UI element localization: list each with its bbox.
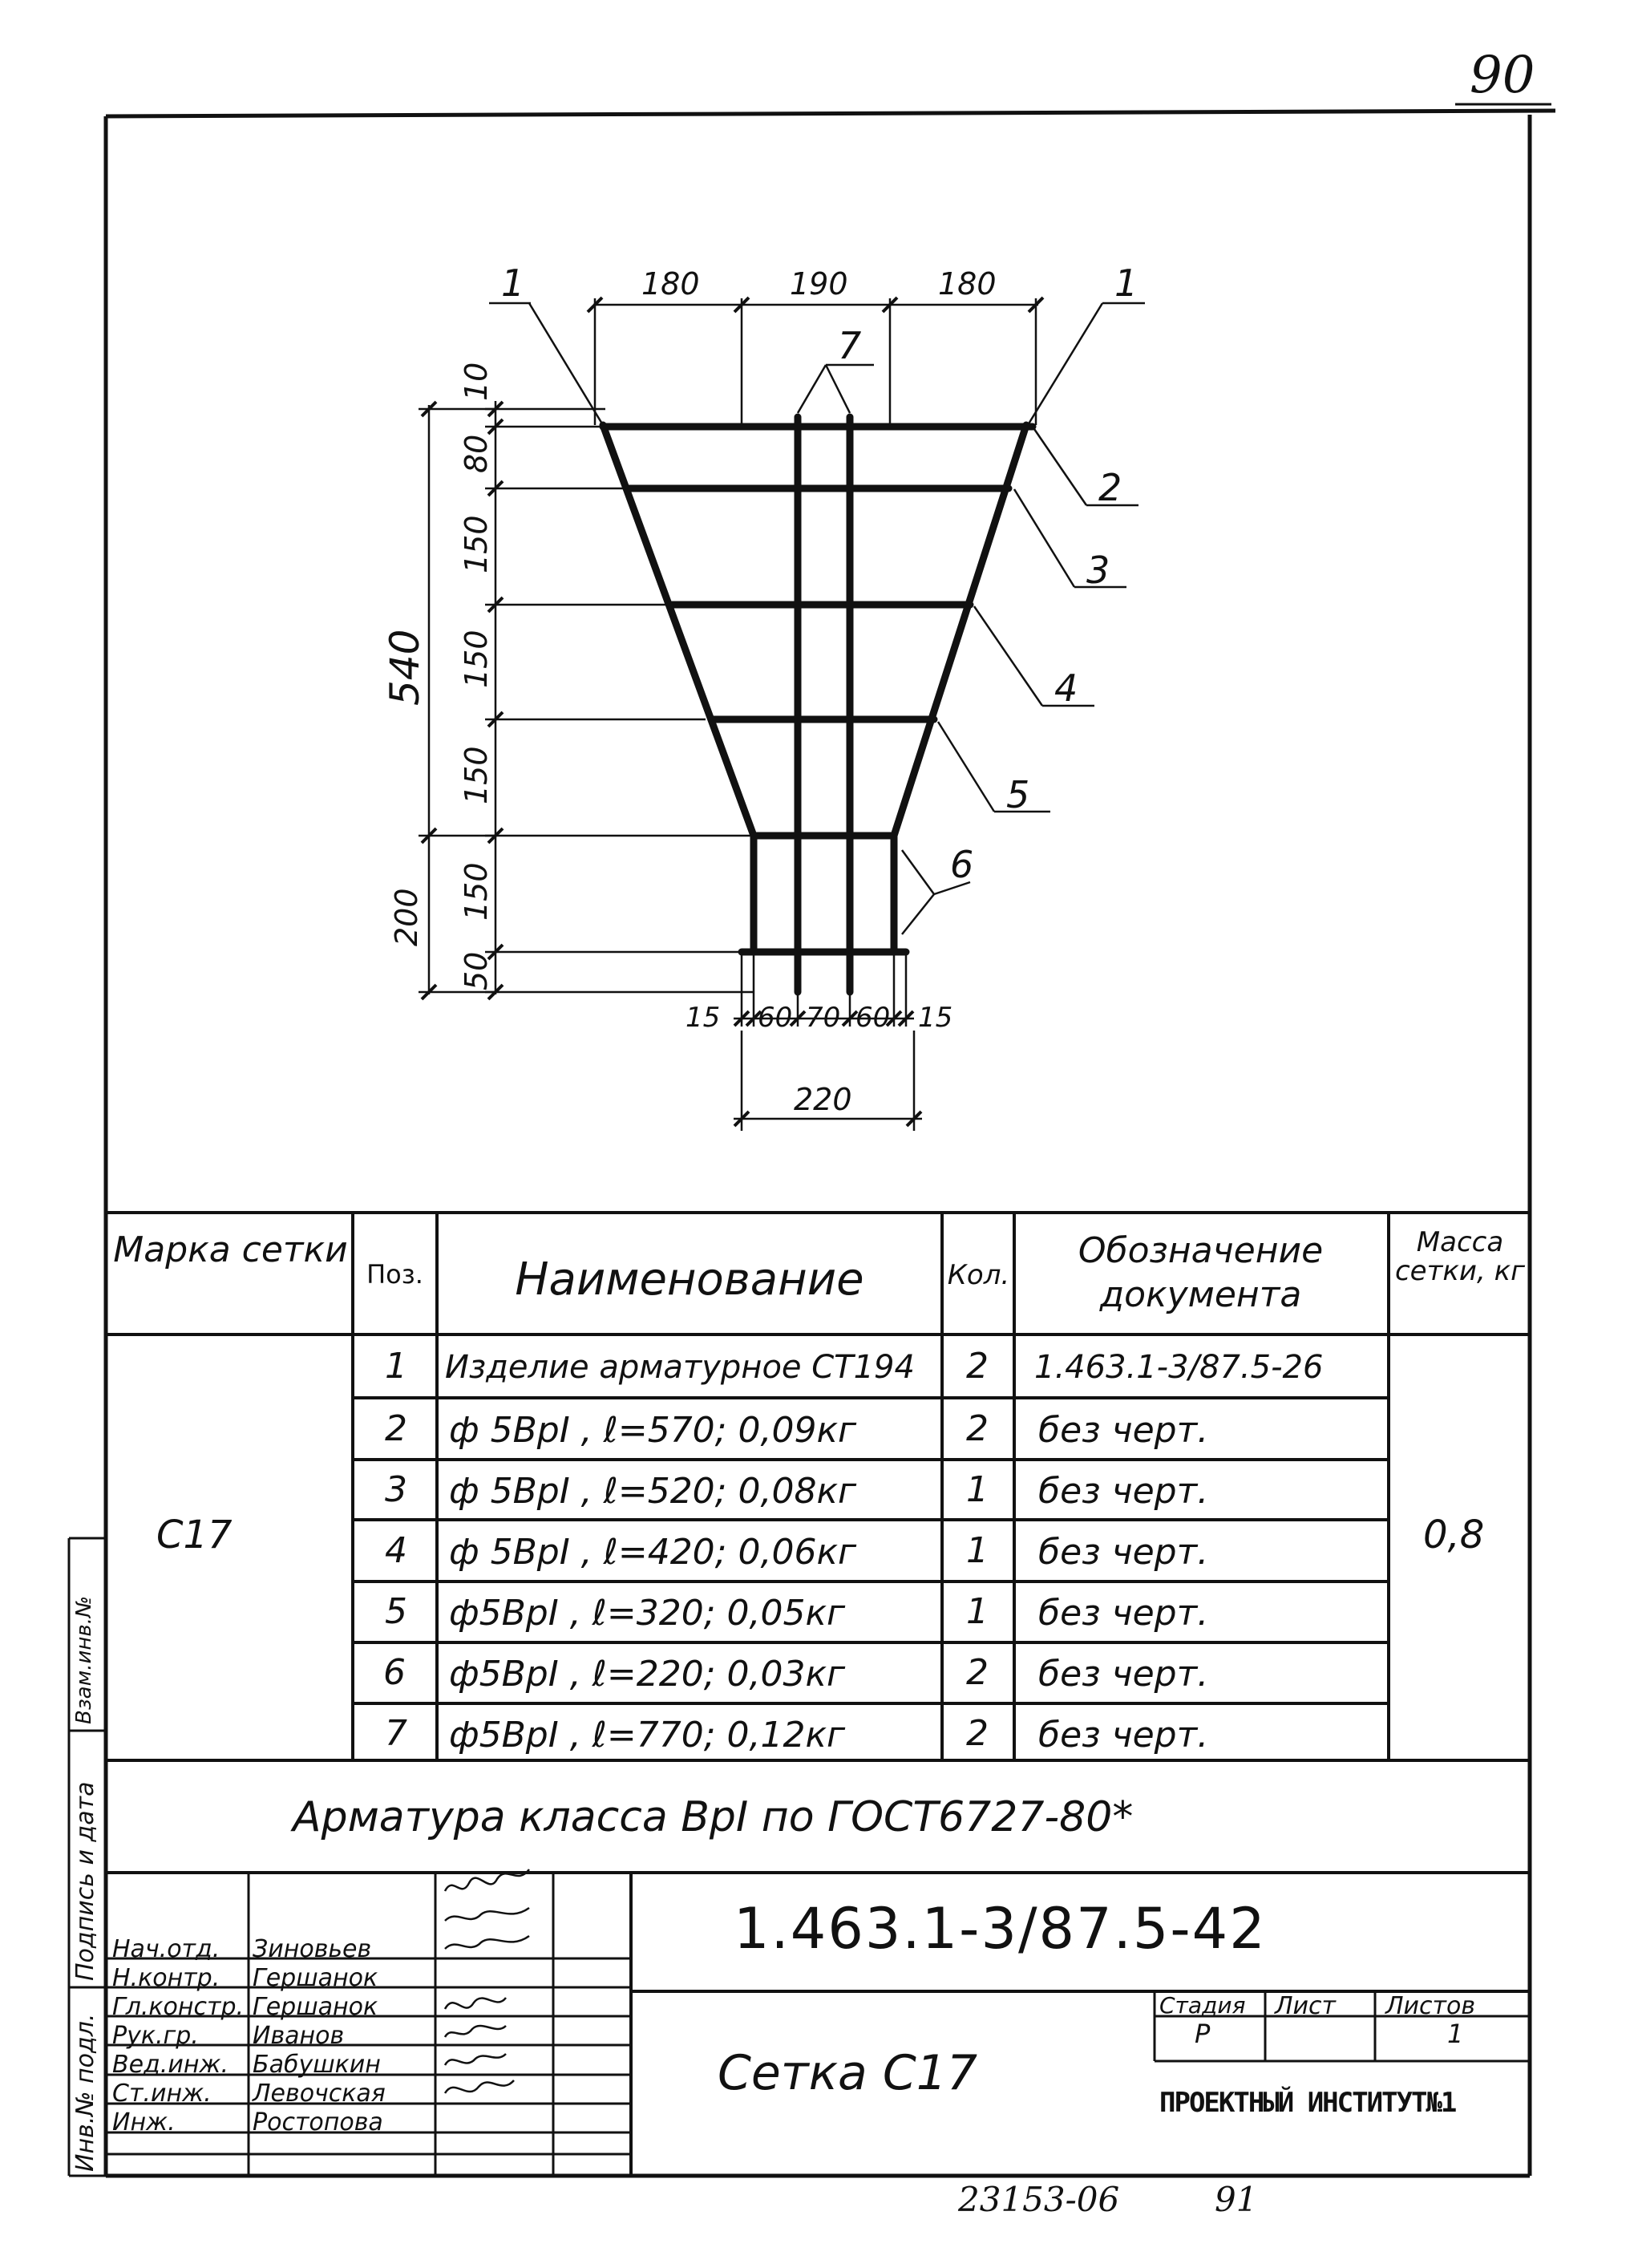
sheets-label: Листов <box>1385 1992 1476 2020</box>
row-doc: без черт. <box>1038 1593 1209 1634</box>
row-name: Изделие арматурное СТ194 <box>445 1349 915 1386</box>
person-3: Иванов <box>253 2022 345 2050</box>
dim-bottom-70: 70 <box>806 1002 841 1034</box>
header-doc: Обозначение документа <box>1078 1230 1324 1315</box>
reinforcement-note: Арматура класса BpI по ГОСТ6727-80* <box>293 1793 1134 1841</box>
person-2: Гершанок <box>253 1993 378 2021</box>
row-doc: без черт. <box>1038 1410 1209 1451</box>
row-name: ф5BpI , ℓ=770; 0,12кг <box>449 1715 846 1756</box>
role-5: Ст.инж. <box>112 2080 212 2108</box>
role-6: Инж. <box>112 2108 176 2136</box>
dim-top-3: 180 <box>938 266 997 302</box>
row-doc: 1.463.1-3/87.5-26 <box>1034 1349 1324 1386</box>
dim-overall-200: 200 <box>389 888 424 946</box>
stage-label: Стадия <box>1159 1992 1246 2019</box>
row-qty: 2 <box>966 1652 989 1693</box>
person-6: Ростопова <box>253 2108 383 2136</box>
header-name: Наименование <box>515 1253 864 1306</box>
dim-top-1: 180 <box>641 266 700 302</box>
header-pos: Поз. <box>366 1259 423 1290</box>
callout-2: 2 <box>1098 466 1122 509</box>
dim-left-150b: 150 <box>459 630 494 688</box>
header-mass: Масса сетки, кг <box>1394 1226 1526 1287</box>
page-number: 90 <box>1470 46 1535 105</box>
stamp-inv: Инв.№ подл. <box>71 2013 99 2172</box>
drawing-code: 1.463.1-3/87.5-42 <box>734 1896 1267 1962</box>
callout-5: 5 <box>1006 773 1030 816</box>
stage-value: Р <box>1195 2019 1211 2049</box>
row-name: ф5BpI , ℓ=320; 0,05кг <box>449 1593 846 1634</box>
row-pos: 6 <box>383 1652 406 1693</box>
person-4: Бабушкин <box>253 2051 381 2079</box>
callout-3: 3 <box>1086 549 1110 592</box>
row-pos: 5 <box>385 1591 407 1632</box>
row-doc: без черт. <box>1038 1532 1209 1573</box>
dim-left-150d: 150 <box>459 862 494 921</box>
dim-left-10: 10 <box>459 362 494 401</box>
row-name: ф5BpI , ℓ=220; 0,03кг <box>449 1654 846 1695</box>
row-doc: без черт. <box>1038 1715 1209 1756</box>
dim-left-150a: 150 <box>459 515 494 573</box>
row-name: ф 5BpI , ℓ=520; 0,08кг <box>449 1471 857 1512</box>
footer-number: 23153-06 <box>958 2180 1120 2219</box>
row-pos: 3 <box>385 1469 407 1510</box>
dim-bottom-60a: 60 <box>758 1002 793 1034</box>
sheets-value: 1 <box>1447 2019 1464 2049</box>
row-qty: 1 <box>966 1591 989 1632</box>
sheet-label: Лист <box>1275 1992 1337 2020</box>
callout-1-right: 1 <box>1114 261 1138 305</box>
callout-1-left: 1 <box>501 261 525 305</box>
footer-page: 91 <box>1215 2180 1258 2219</box>
row-qty: 1 <box>966 1530 989 1571</box>
dim-bottom-total: 220 <box>794 1082 852 1117</box>
stamp-replace: Взам.инв.№ <box>72 1596 96 1724</box>
dim-top-2: 190 <box>790 266 848 302</box>
row-name: ф 5BpI , ℓ=570; 0,09кг <box>449 1410 857 1451</box>
role-2: Гл.констр. <box>112 1993 245 2021</box>
role-3: Рук.гр. <box>112 2022 199 2050</box>
row-doc: без черт. <box>1038 1471 1209 1512</box>
row-pos: 4 <box>385 1530 407 1571</box>
role-0: Нач.отд. <box>112 1935 220 1963</box>
dim-left-50: 50 <box>459 951 494 990</box>
header-qty: Кол. <box>947 1259 1010 1291</box>
row-qty: 2 <box>966 1408 989 1449</box>
callout-4: 4 <box>1054 666 1078 710</box>
callout-6: 6 <box>950 843 974 886</box>
dim-bottom-15b: 15 <box>918 1002 953 1034</box>
dim-bottom-15a: 15 <box>686 1002 721 1034</box>
stamp-sign: Подпись и дата <box>71 1781 99 1981</box>
row-pos: 2 <box>385 1408 407 1449</box>
row-qty: 1 <box>966 1469 989 1510</box>
mesh-mark-value: С17 <box>156 1513 233 1557</box>
drawing-title: Сетка С17 <box>718 2045 978 2101</box>
dim-overall-540: 540 <box>382 629 428 706</box>
row-name: ф 5BpI , ℓ=420; 0,06кг <box>449 1532 857 1573</box>
role-1: Н.контр. <box>112 1964 220 1992</box>
dim-bottom-60b: 60 <box>855 1002 891 1034</box>
institute-name: ПРОЕКТНЫЙ ИНСТИТУТ№1 <box>1159 2087 1456 2119</box>
callout-7: 7 <box>838 324 862 367</box>
header-mark: Марка сетки <box>113 1229 348 1270</box>
row-doc: без черт. <box>1038 1654 1209 1695</box>
mesh-mass-value: 0,8 <box>1423 1513 1485 1557</box>
row-pos: 7 <box>385 1713 407 1754</box>
row-qty: 2 <box>966 1346 989 1387</box>
row-qty: 2 <box>966 1713 989 1754</box>
dim-left-150c: 150 <box>459 746 494 804</box>
row-pos: 1 <box>385 1346 407 1387</box>
person-0: Зиновьев <box>253 1935 372 1963</box>
person-1: Гершанок <box>253 1964 378 1992</box>
dim-left-80: 80 <box>459 434 494 473</box>
role-4: Вед.инж. <box>112 2051 229 2079</box>
person-5: Левочская <box>253 2080 386 2108</box>
